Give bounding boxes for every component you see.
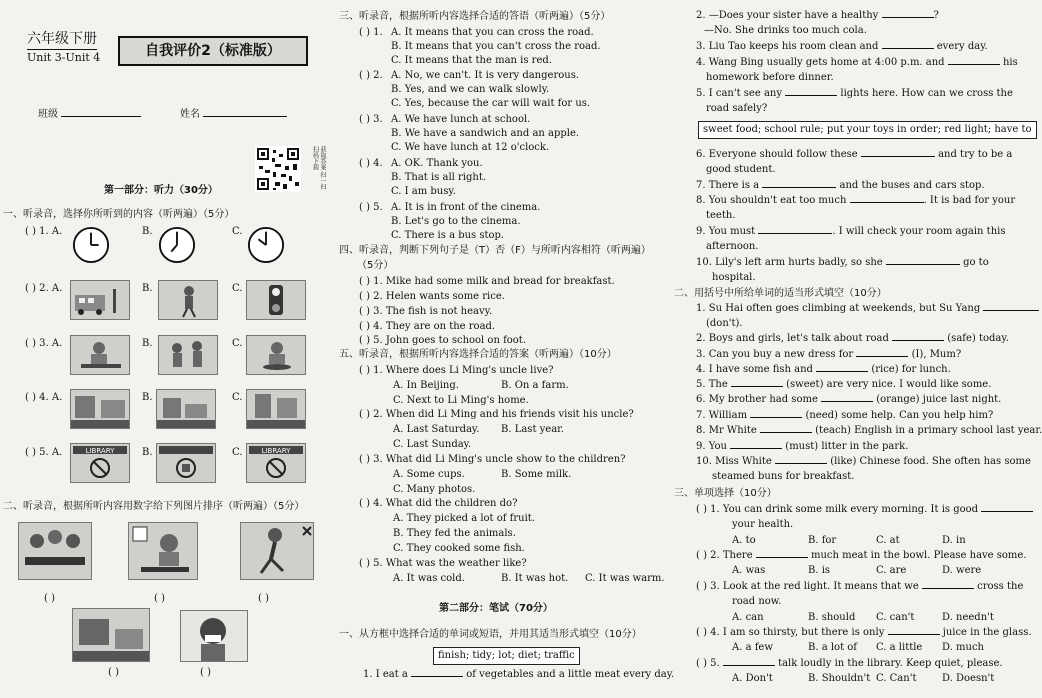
form-q1-blank[interactable] bbox=[983, 310, 1039, 311]
picture-library-a bbox=[70, 443, 130, 483]
picture-traffic-light bbox=[246, 280, 306, 320]
fill-q4: 4. Wang Bing usually gets home at 4:00 p.m. and his bbox=[696, 57, 1018, 68]
choice5-q3-b[interactable]: B. Some milk. bbox=[501, 469, 572, 480]
mc-q5-opt-c[interactable]: C. Can't bbox=[876, 673, 917, 684]
picture-tidy-room bbox=[72, 608, 150, 662]
mc-q1-cont: your health. bbox=[732, 519, 794, 530]
form-q7-blank[interactable] bbox=[750, 417, 802, 418]
fill-q10-blank[interactable] bbox=[886, 264, 960, 265]
picture-girl-eating bbox=[246, 335, 306, 375]
mc-q4-opt-c[interactable]: C. a little bbox=[876, 642, 923, 653]
choice5-q1-a[interactable]: A. In Beijing. bbox=[393, 380, 459, 391]
mc-q4-opt-d[interactable]: D. much bbox=[942, 642, 984, 653]
fill-q3: 3. Liu Tao keeps his room clean and every day. bbox=[696, 41, 988, 52]
choice5-q4-b[interactable]: B. They fed the animals. bbox=[393, 528, 516, 539]
reply-q4-b[interactable]: B. That is all right. bbox=[391, 172, 487, 183]
grade-label: 六年级下册 bbox=[27, 30, 97, 50]
form-q6: 6. My brother had some (orange) juice last night. bbox=[696, 394, 1002, 405]
choice5-q5-c[interactable]: C. It was warm. bbox=[585, 573, 665, 584]
reply-q4-a[interactable]: A. OK. Thank you. bbox=[391, 158, 483, 169]
qr-caption: 获取答案 扫一扫 扫码下载 bbox=[311, 146, 326, 190]
reply-q1-a[interactable]: A. It means that you can cross the road. bbox=[391, 27, 594, 38]
column-3 bbox=[672, 0, 1042, 698]
picture-library-b bbox=[156, 443, 216, 483]
reply-q4-c[interactable]: C. I am busy. bbox=[391, 186, 456, 197]
choice5-q1-b[interactable]: B. On a farm. bbox=[501, 380, 569, 391]
listen-q5-num: ( ) 5. A. bbox=[25, 447, 63, 458]
fill-q8-blank[interactable] bbox=[850, 202, 924, 203]
fill-q1: 1. I eat a of vegetables and a little meat every day. bbox=[363, 669, 675, 680]
listen-sec5-title: 五、听录音，根据所听内容选择合适的答案（听两遍）（10分） bbox=[339, 349, 617, 360]
picture-family-dinner bbox=[18, 522, 92, 580]
name-blank bbox=[203, 116, 287, 117]
listen-q2-num: ( ) 2. A. bbox=[25, 283, 63, 294]
order-paren-5[interactable]: ( ) bbox=[200, 667, 211, 678]
mc-q3-opt-a[interactable]: A. can bbox=[732, 612, 764, 623]
part1-title: 第一部分：听力（30分） bbox=[104, 185, 218, 196]
paper-title: 自我评价2（标准版） bbox=[118, 36, 308, 66]
order-paren-1[interactable]: ( ) bbox=[44, 593, 55, 604]
fill-q7: 7. There is a and the buses and cars stop. bbox=[696, 180, 985, 191]
fill-q10: 10. Lily's left arm hurts badly, so she go to bbox=[696, 257, 989, 268]
form-q2-blank[interactable] bbox=[892, 340, 944, 341]
reply-q5-c[interactable]: C. There is a bus stop. bbox=[391, 230, 505, 241]
word-box-2: sweet food; school rule; put your toys in order; red light; have to bbox=[698, 121, 1037, 139]
class-field bbox=[38, 108, 141, 122]
choice5-q3: ( ) 3. What did Li Ming's uncle show to the children? bbox=[359, 454, 626, 465]
fill-q7-blank[interactable] bbox=[762, 187, 836, 188]
reply-q5-b[interactable]: B. Let's go to the cinema. bbox=[391, 216, 521, 227]
listen-sec2-title: 二、听录音，根据所听内容用数字给下列图片排序（听两遍）（5分） bbox=[3, 501, 305, 512]
listen-sec1-title: 一、听录音，选择你所听到的内容（听两遍）（5分） bbox=[3, 209, 235, 220]
listen-q3-num: ( ) 3. A. bbox=[25, 338, 63, 349]
mc-q2-opt-d[interactable]: D. were bbox=[942, 565, 982, 576]
fill-q8-cont: teeth. bbox=[706, 210, 736, 221]
mc-q5: ( ) 5. talk loudly in the library. Keep quiet, please. bbox=[696, 658, 1003, 669]
form-q5: 5. The (sweet) are very nice. I would like some. bbox=[696, 379, 992, 390]
mc-q5-opt-b[interactable]: B. Shouldn't bbox=[808, 673, 871, 684]
form-q9-blank[interactable] bbox=[730, 448, 782, 449]
reply-q3-c[interactable]: C. We have lunch at 12 o'clock. bbox=[391, 142, 550, 153]
clock-b-icon bbox=[158, 226, 196, 264]
mc-q3-opt-c[interactable]: C. can't bbox=[876, 612, 915, 623]
tf-item-5: ( ) 5. John goes to school on foot. bbox=[359, 335, 527, 346]
choice5-q2: ( ) 2. When did Li Ming and his friends visit his uncle? bbox=[359, 409, 634, 420]
form-q3: 3. Can you buy a new dress for (I), Mum? bbox=[696, 349, 962, 360]
mc-q4: ( ) 4. I am so thirsty, but there is only juice in the glass. bbox=[696, 627, 1032, 638]
form-q3-blank[interactable] bbox=[856, 356, 908, 357]
form-q10-blank[interactable] bbox=[775, 463, 827, 464]
form-q4: 4. I have some fish and (rice) for lunch. bbox=[696, 364, 951, 375]
reply-q3-num: ( ) 3. bbox=[359, 114, 383, 125]
listen-q4-num: ( ) 4. A. bbox=[25, 392, 63, 403]
mc-q1-opt-a[interactable]: A. to bbox=[732, 535, 756, 546]
part2-title: 第二部分：笔试（70分） bbox=[439, 603, 553, 614]
clock-c-icon bbox=[247, 226, 285, 264]
reply-q1-c[interactable]: C. It means that the man is red. bbox=[391, 55, 552, 66]
form-q6-blank[interactable] bbox=[821, 401, 873, 402]
reply-q2-a[interactable]: A. No, we can't. It is very dangerous. bbox=[391, 70, 579, 81]
listen-q3-b: B. bbox=[142, 338, 153, 349]
choice5-q3-c[interactable]: C. Many photos. bbox=[393, 484, 476, 495]
listen-q2-c: C. bbox=[232, 283, 243, 294]
choice5-q5-b[interactable]: B. It was hot. bbox=[501, 573, 569, 584]
choice5-q1-c[interactable]: C. Next to Li Ming's home. bbox=[393, 395, 529, 406]
mc-q1-opt-b[interactable]: B. for bbox=[808, 535, 837, 546]
fill-q4-cont: homework before dinner. bbox=[706, 72, 834, 83]
reply-q5-a[interactable]: A. It is in front of the cinema. bbox=[391, 202, 541, 213]
listen-sec4-title: 四、听录音，判断下列句子是（T）否（F）与所听内容相符（听两遍） bbox=[339, 245, 651, 256]
mc-q5-blank[interactable] bbox=[723, 665, 775, 666]
tf-item-3: ( ) 3. The fish is not heavy. bbox=[359, 306, 493, 317]
mc-q2-blank[interactable] bbox=[756, 557, 808, 558]
fill-q2-reply: —No. She drinks too much cola. bbox=[704, 25, 867, 36]
mc-q5-opt-a[interactable]: A. Don't bbox=[732, 673, 773, 684]
picture-street-c bbox=[246, 389, 306, 429]
fill-q8: 8. You shouldn't eat too much . It is bad for your bbox=[696, 195, 1016, 206]
form-q10-cont: steamed buns for breakfast. bbox=[712, 471, 855, 482]
picture-running-boy bbox=[240, 522, 314, 580]
listen-q4-c: C. bbox=[232, 392, 243, 403]
form-q8-blank[interactable] bbox=[760, 432, 812, 433]
order-paren-2[interactable]: ( ) bbox=[154, 593, 165, 604]
picture-bus-stop bbox=[70, 280, 130, 320]
fill-q6-blank[interactable] bbox=[861, 156, 935, 157]
choice5-q4-c[interactable]: C. They cooked some fish. bbox=[393, 543, 525, 554]
tf-item-4: ( ) 4. They are on the road. bbox=[359, 321, 496, 332]
mc-q2-opt-a[interactable]: A. was bbox=[732, 565, 766, 576]
order-paren-3[interactable]: ( ) bbox=[258, 593, 269, 604]
fill-q6: 6. Everyone should follow these and try to be a bbox=[696, 149, 1013, 160]
picture-street-a bbox=[70, 389, 130, 429]
mc-q2: ( ) 2. There much meat in the bowl. Please have some. bbox=[696, 550, 1027, 561]
class-blank bbox=[61, 116, 141, 117]
fill-q4-blank[interactable] bbox=[948, 64, 1000, 65]
form-q8: 8. Mr White (teach) English in a primary school last year. bbox=[696, 425, 1042, 436]
reply-q3-b[interactable]: B. We have a sandwich and an apple. bbox=[391, 128, 580, 139]
fill-q10-cont: hospital. bbox=[712, 272, 756, 283]
mc-q3-cont: road now. bbox=[732, 596, 782, 607]
qr-code bbox=[255, 146, 301, 192]
units-label: Unit 3-Unit 4 bbox=[27, 51, 101, 64]
write-sec1-title: 一、从方框中选择合适的单词或短语，并用其适当形式填空（10分） bbox=[339, 629, 642, 640]
form-q4-blank[interactable] bbox=[816, 371, 868, 372]
fill-q9-blank[interactable] bbox=[758, 233, 832, 234]
mc-q5-opt-d[interactable]: D. Doesn't bbox=[942, 673, 995, 684]
picture-boy-meal bbox=[128, 522, 198, 580]
tf-item-2: ( ) 2. Helen wants some rice. bbox=[359, 291, 505, 302]
fill-q5: 5. I can't see any lights here. How can we cross the bbox=[696, 88, 1013, 99]
column-2 bbox=[333, 0, 675, 698]
column-1 bbox=[0, 0, 330, 698]
choice5-q4: ( ) 4. What did the children do? bbox=[359, 498, 518, 509]
form-q1-cont: (don't). bbox=[706, 318, 743, 329]
mc-q1-opt-c[interactable]: C. at bbox=[876, 535, 900, 546]
fill-q3-blank[interactable] bbox=[882, 48, 934, 49]
fill-q9: 9. You must . I will check your room again this bbox=[696, 226, 1006, 237]
mc-q3: ( ) 3. Look at the red light. It means that we cross the bbox=[696, 581, 1024, 592]
reply-q5-num: ( ) 5. bbox=[359, 202, 383, 213]
reply-q2-num: ( ) 2. bbox=[359, 70, 383, 81]
choice5-q2-a[interactable]: A. Last Saturday. bbox=[393, 424, 480, 435]
mc-q1-opt-d[interactable]: D. in bbox=[942, 535, 966, 546]
form-q9: 9. You (must) litter in the park. bbox=[696, 441, 909, 452]
fill-q2: 2. —Does your sister have a healthy ? bbox=[696, 10, 939, 21]
mc-q2-opt-b[interactable]: B. is bbox=[808, 565, 831, 576]
form-q7: 7. William (need) some help. Can you help him? bbox=[696, 410, 994, 421]
form-q10: 10. Miss White (like) Chinese food. She often has some bbox=[696, 456, 1031, 467]
listen-q5-b: B. bbox=[142, 447, 153, 458]
listen-q1-c: C. bbox=[232, 226, 243, 237]
choice5-q2-b[interactable]: B. Last year. bbox=[501, 424, 565, 435]
tf-item-1: ( ) 1. Mike had some milk and bread for breakfast. bbox=[359, 276, 615, 287]
reply-q1-b[interactable]: B. It means that you can't cross the road. bbox=[391, 41, 601, 52]
choice5-q5-a[interactable]: A. It was cold. bbox=[393, 573, 465, 584]
order-paren-4[interactable]: ( ) bbox=[108, 667, 119, 678]
mc-q1-blank[interactable] bbox=[981, 511, 1033, 512]
mc-q3-blank[interactable] bbox=[922, 588, 974, 589]
mc-q1: ( ) 1. You can drink some milk every morning. It is good bbox=[696, 503, 1033, 517]
choice5-q4-a[interactable]: A. They picked a lot of fruit. bbox=[393, 513, 535, 524]
mc-q2-opt-c[interactable]: C. are bbox=[876, 565, 907, 576]
picture-street-b bbox=[156, 389, 216, 429]
picture-library-c bbox=[246, 443, 306, 483]
class-label: 班级 bbox=[38, 109, 58, 120]
fill-q9-cont: afternoon. bbox=[706, 241, 759, 252]
reply-q3-a[interactable]: A. We have lunch at school. bbox=[391, 114, 531, 125]
write-sec3-title: 三、单项选择（10分） bbox=[674, 488, 777, 499]
clock-a-icon bbox=[72, 226, 110, 264]
reply-q1-num: ( ) 1. bbox=[359, 27, 383, 38]
listen-sec4-score: （5分） bbox=[357, 260, 394, 271]
name-field bbox=[180, 108, 287, 122]
picture-man-walking bbox=[158, 280, 218, 320]
listen-q1-b: B. bbox=[142, 226, 153, 237]
listen-q3-c: C. bbox=[232, 338, 243, 349]
reply-q2-b[interactable]: B. Yes, and we can walk slowly. bbox=[391, 84, 550, 95]
mc-q3-opt-d[interactable]: D. needn't bbox=[942, 612, 994, 623]
reply-q2-c[interactable]: C. Yes, because the car will wait for us. bbox=[391, 98, 591, 109]
listen-q5-c: C. bbox=[232, 447, 243, 458]
fill-q2-blank[interactable] bbox=[882, 17, 934, 18]
fill-q6-cont: good student. bbox=[706, 164, 776, 175]
listen-sec3-title: 三、听录音，根据所听内容选择合适的答语（听两遍）（5分） bbox=[339, 11, 611, 22]
mc-q4-blank[interactable] bbox=[888, 634, 940, 635]
mc-q4-opt-b[interactable]: B. a lot of bbox=[808, 642, 857, 653]
form-q1: 1. Su Hai often goes climbing at weekends, but Su Yang bbox=[696, 302, 1039, 316]
word-box-1: finish; tidy; lot; diet; traffic bbox=[433, 647, 580, 665]
listen-q4-b: B. bbox=[142, 392, 153, 403]
listen-q1-num: ( ) 1. A. bbox=[25, 226, 63, 237]
mc-q4-opt-a[interactable]: A. a few bbox=[732, 642, 773, 653]
library-sign-a: LIBRARY bbox=[85, 447, 115, 455]
fill-q5-cont: road safely? bbox=[706, 103, 768, 114]
listen-q2-b: B. bbox=[142, 283, 153, 294]
choice5-q5: ( ) 5. What was the weather like? bbox=[359, 558, 527, 569]
choice5-q3-a[interactable]: A. Some cups. bbox=[393, 469, 465, 480]
choice5-q1: ( ) 1. Where does Li Ming's uncle live? bbox=[359, 365, 554, 376]
name-label: 姓名 bbox=[180, 109, 200, 120]
fill-q5-blank[interactable] bbox=[785, 95, 837, 96]
form-q5-blank[interactable] bbox=[731, 386, 783, 387]
choice5-q2-c[interactable]: C. Last Sunday. bbox=[393, 439, 472, 450]
reply-q4-num: ( ) 4. bbox=[359, 158, 383, 169]
mc-q3-opt-b[interactable]: B. should bbox=[808, 612, 856, 623]
form-q2: 2. Boys and girls, let's talk about road (safe) today. bbox=[696, 333, 1009, 344]
picture-two-people bbox=[158, 335, 218, 375]
write-sec2-title: 二、用括号中所给单词的适当形式填空（10分） bbox=[674, 288, 887, 299]
picture-sick-girl bbox=[180, 610, 248, 662]
picture-boy-eating bbox=[70, 335, 130, 375]
fill-q1-blank[interactable] bbox=[411, 676, 463, 677]
library-sign-c: LIBRARY bbox=[261, 447, 291, 455]
